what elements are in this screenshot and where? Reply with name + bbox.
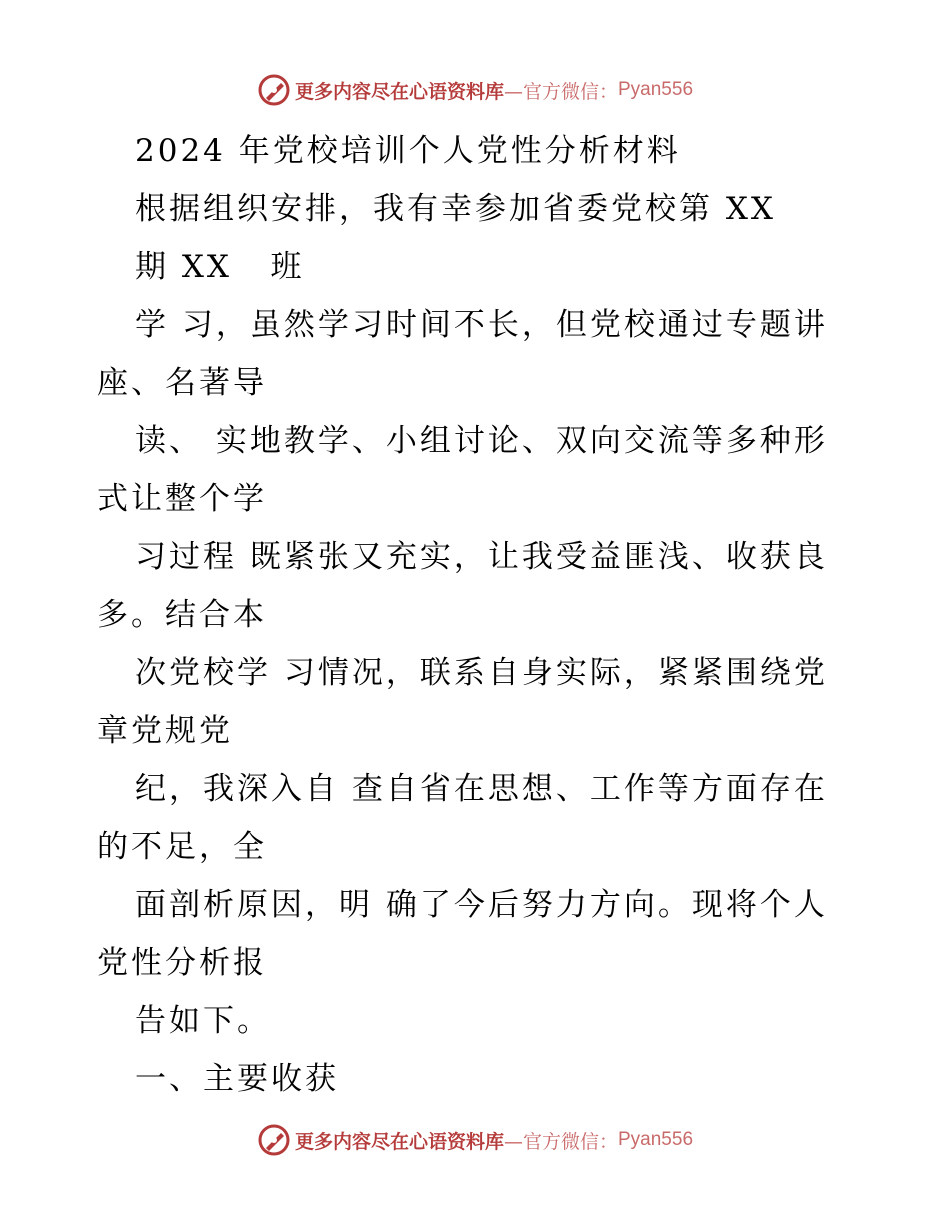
- watermark-main-text: 更多内容尽在心语资料库: [294, 80, 504, 103]
- watermark-id-text: Pyan556: [618, 79, 694, 100]
- watermark-banner-bottom: [0, 1120, 950, 1160]
- pen-logo-icon: [257, 73, 291, 107]
- document-line: 告如下。: [135, 1003, 271, 1039]
- document-line: 的不足，全: [97, 829, 267, 865]
- document-line: 期 XX 班: [135, 249, 305, 285]
- document-line: 读、 实地教学、小组讨论、双向交流等多种形: [135, 423, 828, 459]
- document-line: 一、主要收获: [135, 1061, 339, 1097]
- watermark-sub-text: —官方微信：: [503, 80, 618, 103]
- document-line: 纪，我深入自 查自省在思想、工作等方面存在: [135, 771, 828, 807]
- document-line: 根据组织安排，我有幸参加省委党校第 XX: [135, 191, 776, 227]
- document-line: 章党规党: [97, 713, 233, 749]
- document-line: 面剖析原因，明 确了今后努力方向。现将个人: [135, 887, 828, 923]
- document-line: 次党校学 习情况，联系自身实际，紧紧围绕党: [135, 655, 828, 691]
- document-line: 2024 年党校培训个人党性分析材料: [135, 133, 681, 169]
- document-body: [97, 122, 842, 1108]
- watermark-banner-top: [0, 70, 950, 110]
- document-line: 座、名著导: [97, 365, 267, 401]
- document-line: 党性分析报: [97, 945, 267, 981]
- pen-logo-icon: [257, 1123, 291, 1157]
- watermark-id-text: Pyan556: [618, 1129, 694, 1150]
- watermark-sub-text: —官方微信：: [503, 1130, 618, 1153]
- document-line: 多。结合本: [97, 597, 267, 633]
- document-line: 学 习，虽然学习时间不长，但党校通过专题讲: [135, 307, 828, 343]
- document-line: 习过程 既紧张又充实，让我受益匪浅、收获良: [135, 539, 828, 575]
- watermark-main-text: 更多内容尽在心语资料库: [294, 1130, 504, 1153]
- document-line: 式让整个学: [97, 481, 267, 517]
